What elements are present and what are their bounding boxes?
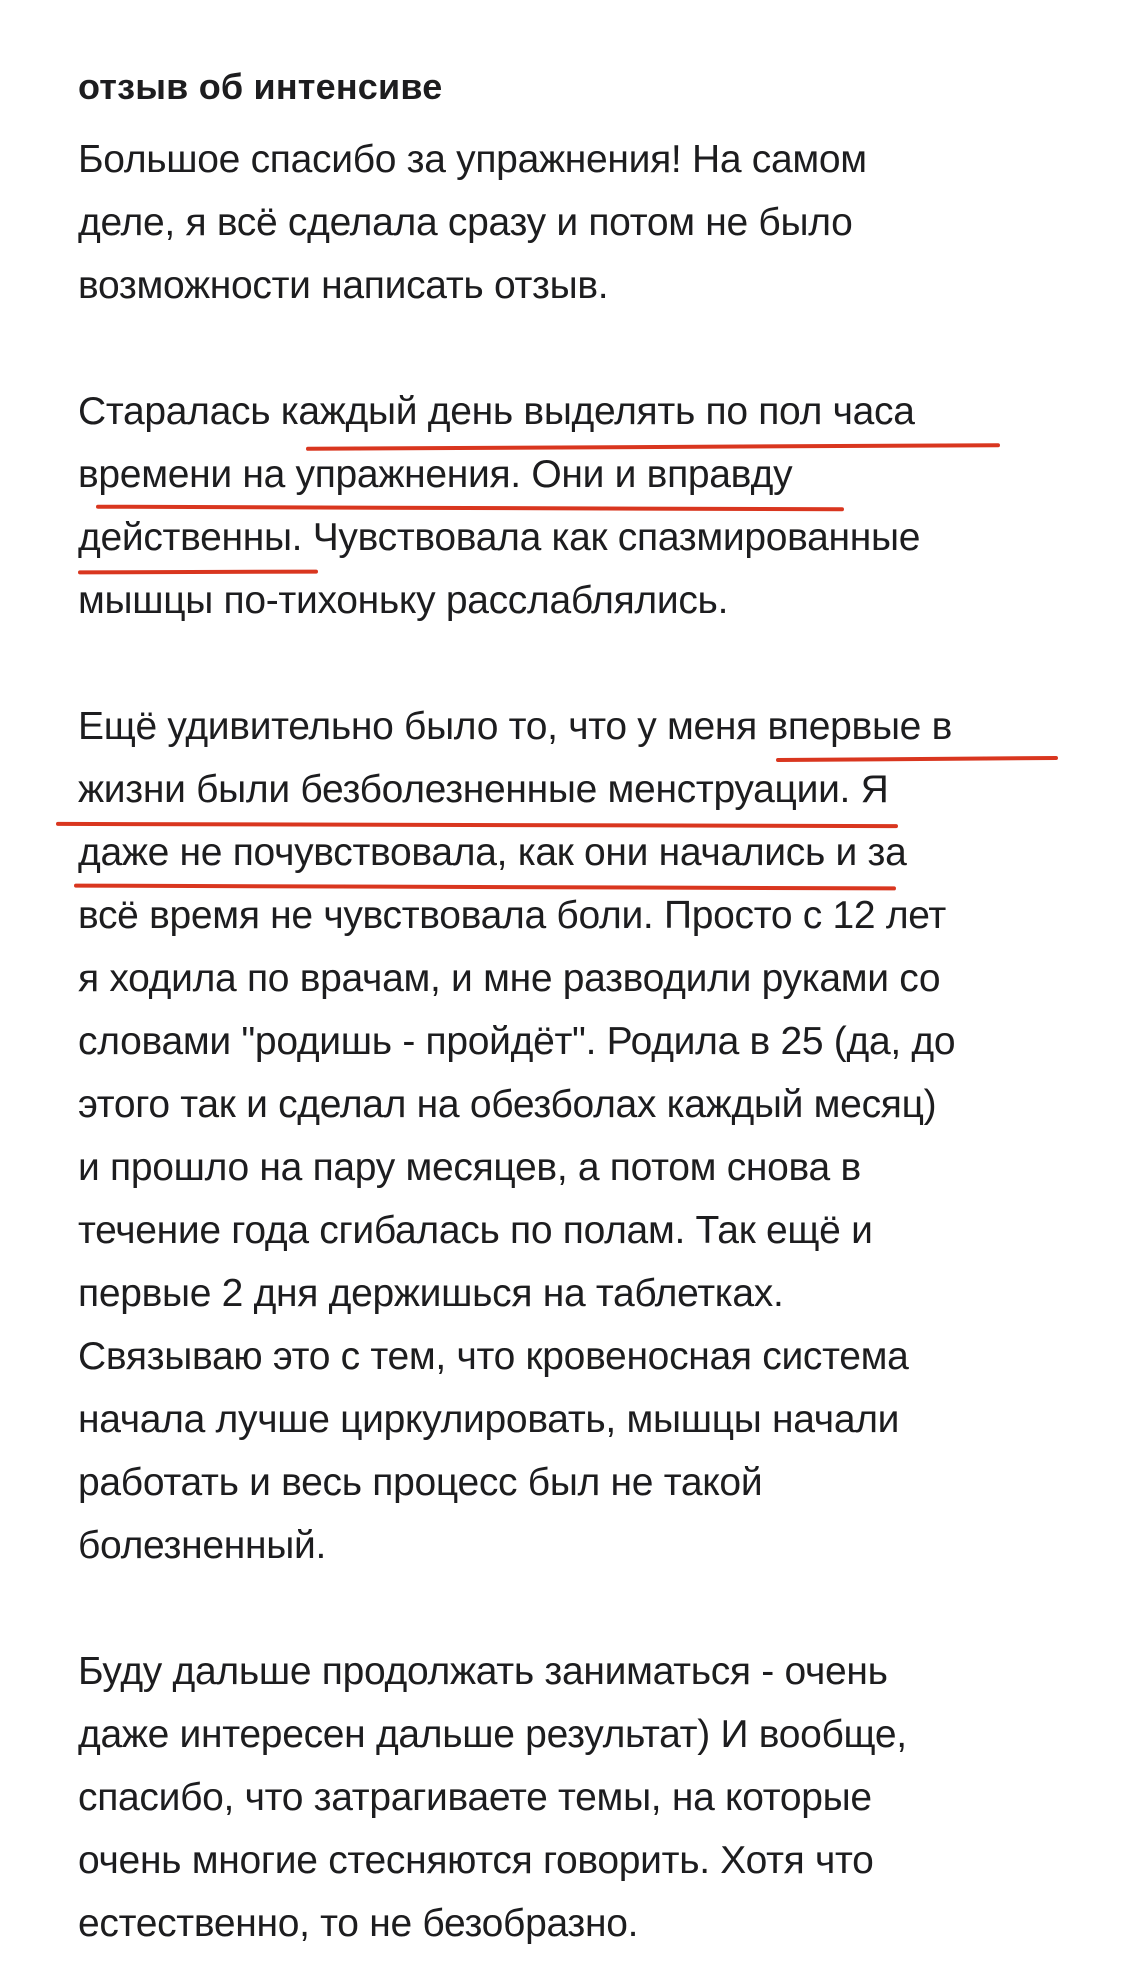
highlight-underline (78, 570, 318, 575)
text-line: естественно, то не безобразно. (78, 1902, 639, 1945)
text-line: времени на упражнения. Они и вправду (78, 453, 793, 496)
review-paragraph-4 (78, 1640, 1078, 1955)
text-line: деле, я всё сделала сразу и потом не было (78, 201, 853, 244)
review-title: отзыв об интенсиве (78, 66, 443, 107)
text-line: первые 2 дня держишься на таблетках. (78, 1272, 784, 1315)
text-line: этого так и сделал на обезболах каждый месяц) (78, 1083, 937, 1126)
text-line: даже не почувствовала, как они начались и за (78, 831, 907, 874)
review-paragraph-3 (78, 695, 1078, 1577)
text-line: я ходила по врачам, и мне разводили руками со (78, 957, 941, 1000)
text-line: возможности написать отзыв. (78, 264, 609, 307)
text-line: спасибо, что затрагиваете темы, на которые (78, 1776, 872, 1819)
text-line: начала лучше циркулировать, мышцы начали (78, 1398, 900, 1441)
text-line: Ещё удивительно было то, что у меня впервые в (78, 705, 953, 748)
text-line: очень многие стесняются говорить. Хотя что (78, 1839, 874, 1882)
text-line: действенны. Чувствовала как спазмированные (78, 516, 921, 559)
text-line: течение года сгибалась по полам. Так ещё и (78, 1209, 873, 1252)
text-line: болезненный. (78, 1524, 326, 1567)
review-card (78, 62, 1078, 1955)
text-line: словами "родишь - пройдёт". Родила в 25 (да, до (78, 1020, 956, 1063)
text-line: и прошло на пару месяцев, а потом снова в (78, 1146, 861, 1189)
text-line: мышцы по-тихоньку расслаблялись. (78, 579, 729, 622)
review-paragraph-1 (78, 128, 1078, 317)
text-line: Буду дальше продолжать заниматься - очень (78, 1650, 888, 1693)
text-line: Старалась каждый день выделять по пол часа (78, 390, 915, 433)
text-line: Большое спасибо за упражнения! На самом (78, 138, 867, 181)
text-line: всё время не чувствовала боли. Просто с 12 лет (78, 894, 946, 937)
text-line: работать и весь процесс был не такой (78, 1461, 763, 1504)
text-line: даже интересен дальше результат) И вообще, (78, 1713, 907, 1756)
text-line: Связываю это с тем, что кровеносная система (78, 1335, 909, 1378)
text-line: жизни были безболезненные менструации. Я (78, 768, 889, 811)
